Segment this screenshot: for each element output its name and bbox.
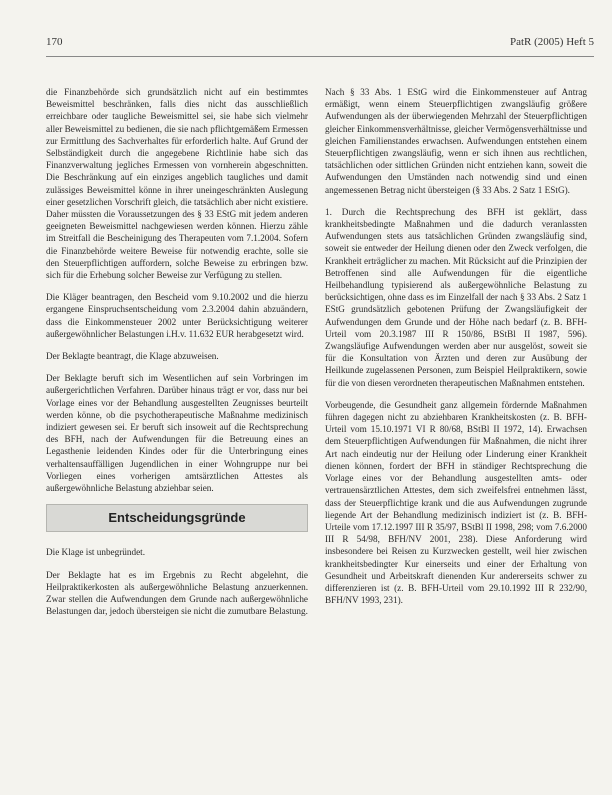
paragraph: Der Beklagte beantragt, die Klage abzuweisen. (46, 351, 219, 362)
paragraph: Die Klage ist unbegründet. (46, 547, 145, 558)
page-header (46, 36, 594, 54)
paragraph: Der Beklagte beruft sich im Wesentlichen auf sein Vorbringen im außergerichtlichen Verfahren. Darüber hinaus trägt er vor, dass nur bei Vorlage eines vor der Behandlung ausgestellten Zeugnisses beurteilt werden könne, ob die psychotherapeutische Maßnahme medizinisch indiziert gewesen sei. Er beruft sich insoweit auf die Rechtsprechung des BFH, nach der Aufwendungen für die Betreuung eines an Legasthenie leidenden Kindes oder für die Unterbringung eines verhaltensauffälligen Jugendlichen in einer Wohngruppe nur bei Vorliegen eines vorherigen amtsärztlichen Attestes als außergewöhnliche Belastung abziehbar seien. (46, 373, 308, 494)
header-rule (46, 56, 594, 57)
paragraph: die Finanzbehörde sich grundsätzlich nicht auf ein bestimmtes Beweismittel beschränken, falls dies nicht das ausschließlich erreichbare oder taugliche Beweismittel sei, sie habe sich vielmehr aller Beweismittel zu bedienen, die sie nach pflichtgemäßem Ermessen zur Ermittlung des Sachverhaltes für erforderlich halte. Auf Grund der Selbständigkeit durch die angegebene Richtlinie habe sich das Finanzverwaltung jegliches Ermessen von vornherein abgeschnitten. Die Beschränkung auf ein einziges angeblich taugliches und damit zulässiges Beweismittel könne in ihrer uneingeschränkten Auslegung einer gesetzlichen Vorschrift gleich, die tatsächlich aber nicht existiere. Daher müssten die Voraussetzungen des § 33 EStG mit jedem anderen geeigneten Beweismittel nachgewiesen werden können. Hierzu zähle im Streitfall die Bescheinigung des Therapeuten vom 7.1.2004. Sofern die Finanzbehörde weitere Beweise für notwendig erachte, solle sie den Steuerpflichtigen auffordern, solche Beweise zu erbringen bzw. sich für die Erhebung solcher Beweise zur Verfügung zu stellen. (46, 87, 308, 281)
paragraph: Die Kläger beantragen, den Bescheid vom 9.10.2002 und die hierzu ergangene Einspruchsentscheidung vom 2.3.2004 dahin abzuändern, dass die Einkommensteuer 2002 unter Berücksichtigung weiterer außergewöhnlicher Belastungen i.H.v. 11.632 EUR herabgesetzt wird. (46, 292, 308, 339)
paragraph: Vorbeugende, die Gesundheit ganz allgemein fördernde Maßnahmen führen dagegen nicht zu abziehbaren Krankheitskosten (z. B. BFH-Urteil vom 15.10.1971 VI R 80/68, BStBl II 1972, 14). Erwachsen dem Steuerpflichtigen Aufwendungen für Maßnahmen, die nicht ihrer Art nach eindeutig nur der Heilung oder Linderung einer Krankheit dienen können, fordert der BFH in ständiger Rechtsprechung die Vorlage eines vor der Behandlung ausgestellten amts- oder vertrauensärztlichen Attestes, dem sich zweifelsfrei entnehmen lässt, dass der Steuerpflichtige krank und die aus Aufwendungen zugrunde liegende Art der Behandlung medizinisch indiziert ist (z. B. BFH-Urteile vom 17.12.1997 III R 35/97, BStBl II 1998, 298; vom 7.6.2000 III R 54/98, BFH/NV 2001, 238). Diese Anforderung wird insbesondere bei Reisen zu Kurzwecken gestellt, weil hier zwischen krankheitsbedingter Kur einerseits und einer der Erhaltung von Gesundheit und Arbeitskraft dienenden Kur andererseits schwer zu differenzieren ist (z. B. BFH-Urteil vom 29.10.1992 III R 232/90, BFH/NV 1993, 231). (325, 399, 587, 606)
journal-reference: PatR (2005) Heft 5 (509, 36, 594, 48)
paragraph: Der Beklagte hat es im Ergebnis zu Recht abgelehnt, die Heilpraktikerkosten als außergewöhnliche Belastung anzuerkennen. Zwar stellen die Aufwendungen dem Grunde nach außergewöhnliche Belastungen dar, jedoch übersteigen sie nicht die zumutbare Belastung. (46, 569, 308, 617)
left-column (46, 86, 308, 627)
section-heading: Entscheidungsgründe (46, 504, 308, 532)
page-number: 170 (46, 36, 63, 48)
right-column (325, 86, 587, 616)
paragraph: Nach § 33 Abs. 1 EStG wird die Einkommensteuer auf Antrag ermäßigt, wenn einem Steuerpflichtigen zwangsläufig größere Aufwendungen als der überwiegenden Mehrzahl der Steuerpflichtigen gleicher Einkommensverhältnisse, gleicher Vermögensverhältnisse und gleichen Familienstandes erwachsen. Aufwendungen entstehen einem Steuerpflichtigen zwangsläufig, wenn er sich ihnen aus rechtlichen, tatsächlichen oder sittlichen Gründen nicht entziehen kann, soweit die Aufwendungen den Umständen nach notwendig sind und einen angemessenen Betrag nicht übersteigen (§ 33 Abs. 2 Satz 1 EStG). (325, 87, 587, 195)
paragraph: 1. Durch die Rechtsprechung des BFH ist geklärt, dass krankheitsbedingte Maßnahmen und die dadurch veranlassten Aufwendungen stets aus tatsächlichen Gründen zwangsläufig sind, soweit sie entweder der Heilung dienen oder den Zweck verfolgen, die Krankheit erträglicher zu machen. Mit Rücksicht auf die Prinzipien der Betroffenen sind alle Aufwendungen für die eigentliche Heilbehandlung typisierend als außergewöhnliche Belastung zu berücksichtigen, ohne dass es im Einzelfall der nach § 33 Abs. 2 Satz 1 EStG grundsätzlich gebotenen Prüfung der Zwangsläufigkeit der Aufwendungen dem Grunde und der Höhe nach bedarf (z. B. BFH-Urteil vom 20.3.1987 III R 150/86, BStBl II 1987, 596). Zwangsläufige Aufwendungen werden aber nur ausgelöst, soweit sie für die Konsultation von Ärzten und deren zur Ausübung der Heilkunde zugelassenen Personen, zum Beispiel Heilpraktikern, sowie für die von diesen verordneten therapeutischen Maßnahmen entstehen. (325, 206, 587, 388)
